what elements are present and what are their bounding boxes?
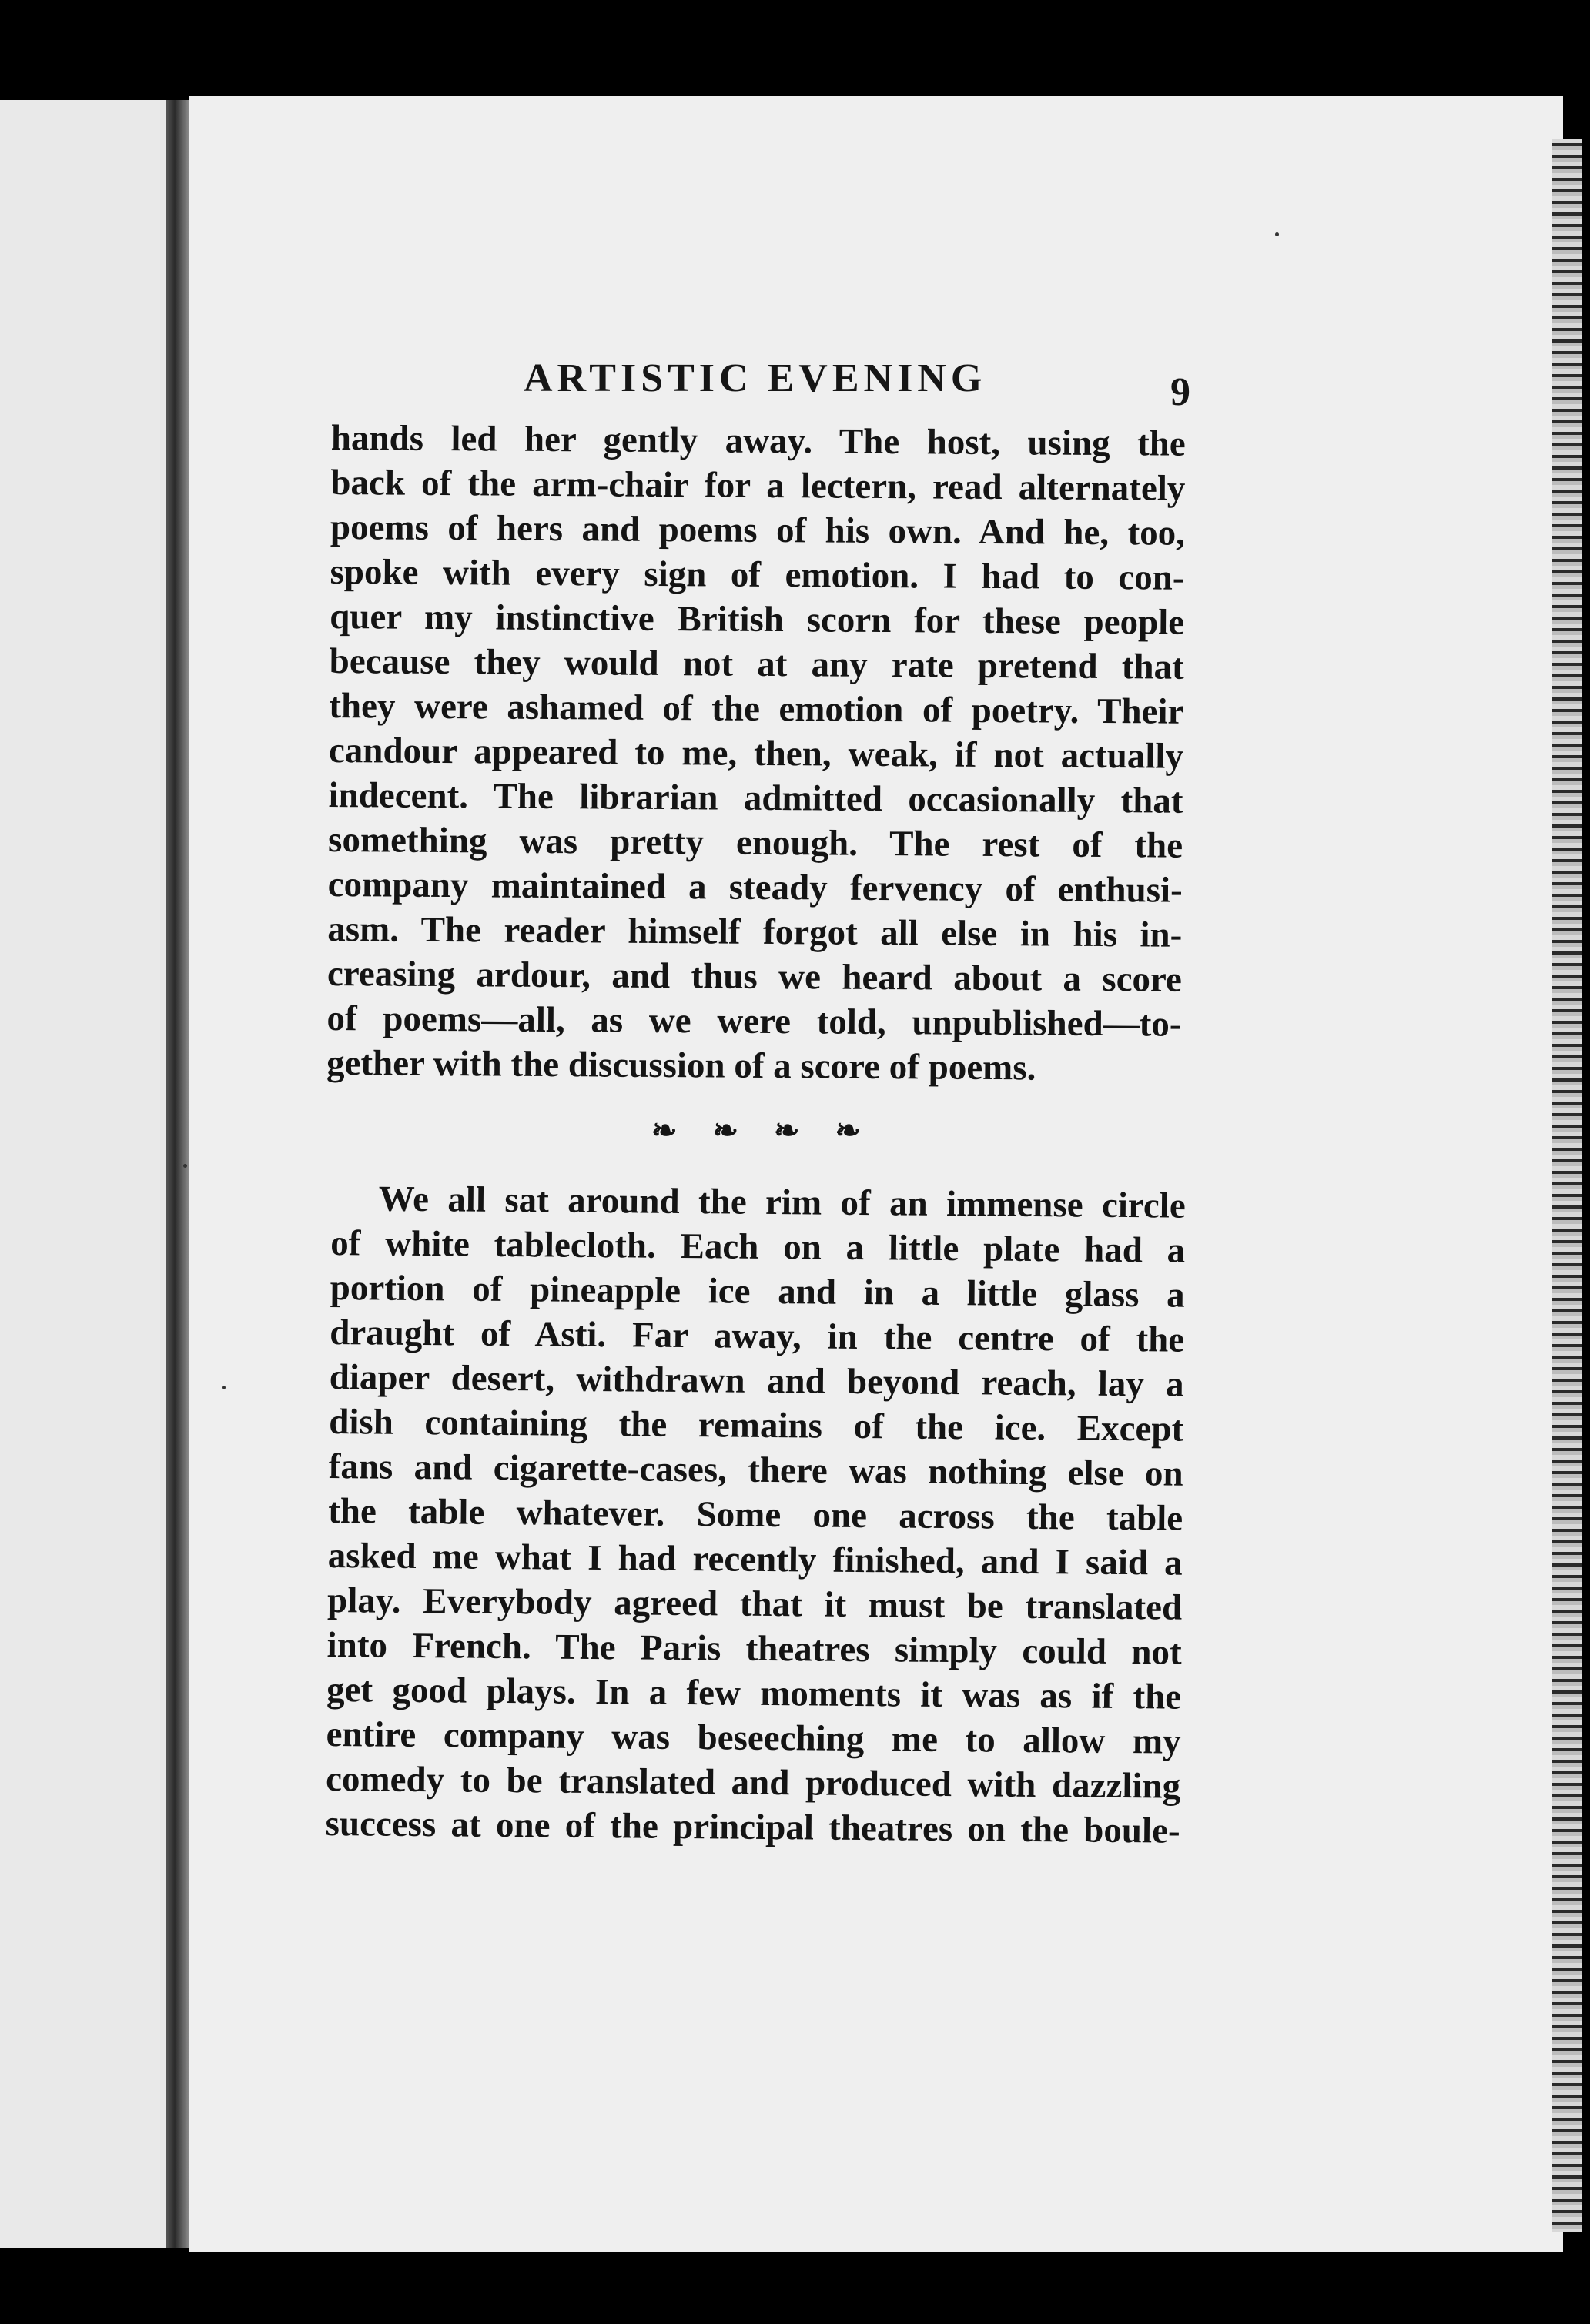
text-line: of poems—all, as we were told, unpublished—to- (326, 998, 1182, 1045)
section-break-ornament: ❧❧❧❧ (651, 1113, 897, 1148)
page-edges (1552, 139, 1582, 2232)
text-line: quer my instinctive British scorn for these people (329, 596, 1185, 643)
paragraph (326, 416, 1186, 1092)
text-line: asm. The reader himself forgot all else in his in- (327, 908, 1183, 955)
scan-speck (222, 1386, 226, 1389)
text-line: comedy to be translated and produced with dazzling (325, 1758, 1181, 1807)
text-line: fans and cigarette-cases, there was nothing else on (328, 1446, 1183, 1494)
text-line: the table whatever. Some one across the table (327, 1490, 1183, 1539)
text-line: entire company was beseeching me to allow my (326, 1714, 1181, 1762)
text-line: gether with the discussion of a score of poems. (326, 1042, 1036, 1088)
text-line: play. Everybody agreed that it must be translated (326, 1580, 1183, 1628)
body-text (325, 416, 1186, 1851)
text-line: creasing ardour, and thus we heard about a score (326, 953, 1183, 1000)
text-line: draught of Asti. Far away, in the centre of the (330, 1312, 1185, 1360)
scan-speck (1275, 232, 1279, 236)
text-line: candour appeared to me, then, weak, if not actually (328, 730, 1184, 777)
text-line: portion of pineapple ice and in a little glass a (330, 1267, 1185, 1316)
text-line: asked me what I had recently finished, and I said a (327, 1535, 1183, 1583)
text-line: they were ashamed of the emotion of poetry. Their (329, 685, 1184, 732)
text-line: poems of hers and poems of his own. And he, too, (330, 507, 1186, 553)
text-line: of white tablecloth. Each on a little plate had a (330, 1222, 1186, 1271)
text-line: dish containing the remains of the ice. Except (328, 1401, 1184, 1450)
text-line: something was pretty enough. The rest of the (327, 819, 1183, 866)
text-line: We all sat around the rim of an immense circle (378, 1179, 1186, 1226)
text-line: hands led her gently away. The host, using the (330, 417, 1186, 464)
text-line: get good plays. In a few moments it was as if the (326, 1669, 1182, 1717)
book-gutter (166, 100, 189, 2248)
scan-speck (183, 1164, 187, 1168)
text-line: diaper desert, withdrawn and beyond reach, lay a (329, 1356, 1184, 1405)
text-line: into French. The Paris theatres simply could not (326, 1624, 1182, 1673)
page-number: 9 (1170, 370, 1190, 414)
text-line: spoke with every sign of emotion. I had to con- (330, 551, 1185, 598)
facing-page (0, 100, 166, 2248)
text-line: because they would not at any rate pretend that (329, 640, 1184, 687)
text-line: company maintained a steady fervency of enthusi- (327, 864, 1183, 911)
paragraph (325, 1176, 1186, 1854)
text-line: indecent. The librarian admitted occasionally that (328, 774, 1183, 821)
running-head: ARTISTIC EVENING (524, 356, 987, 400)
text-line: success at one of the principal theatres on the boule- (325, 1803, 1180, 1851)
text-line: back of the arm-chair for a lectern, read alternately (330, 462, 1186, 509)
